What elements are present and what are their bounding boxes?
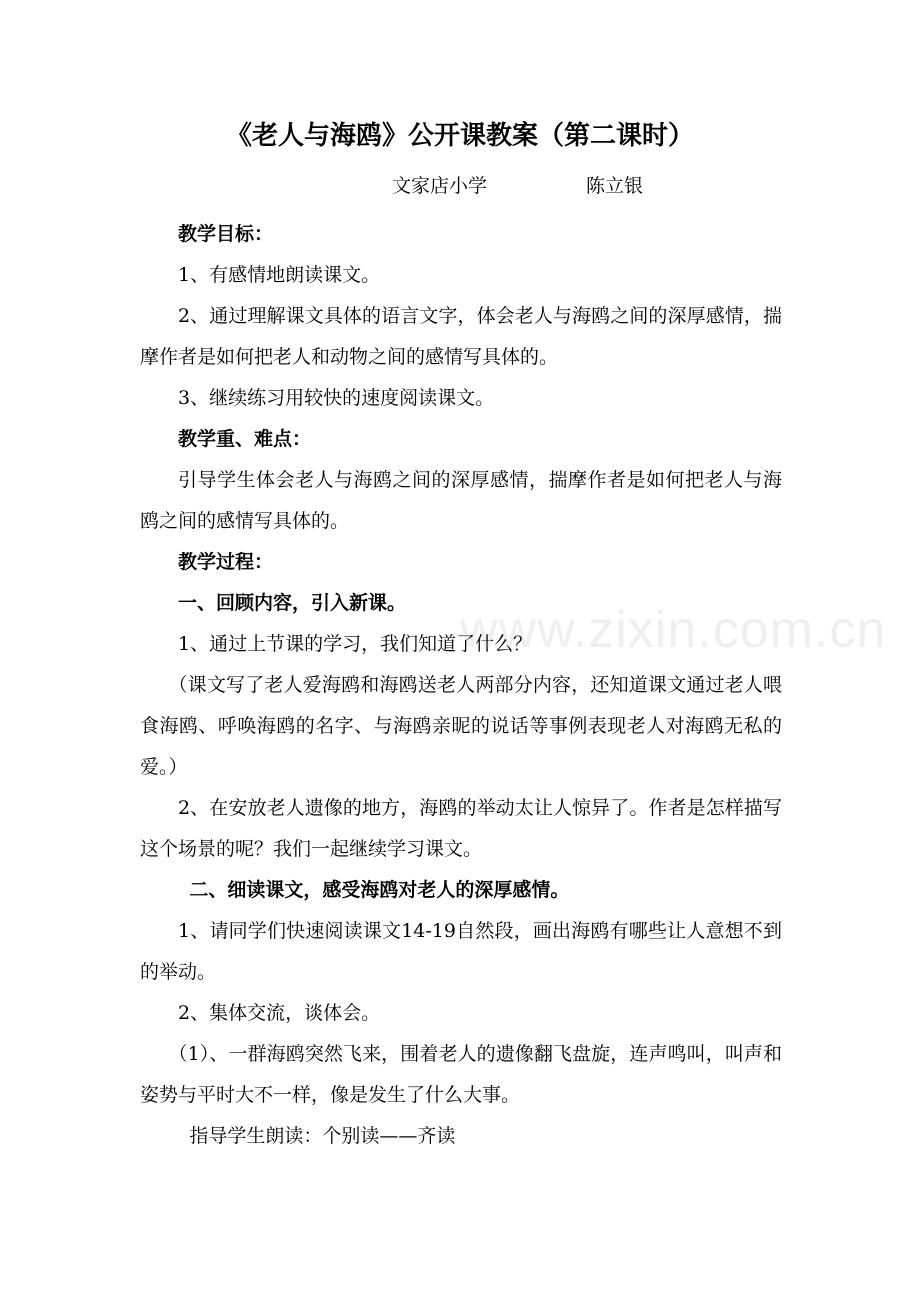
section-heading: 一、回顾内容，引入新课。 — [178, 592, 407, 614]
body-paragraph: 1、请同学们快速阅读课文14-19自然段，画出海鸥有哪些让人意想不到的举动。 — [140, 920, 782, 983]
body-paragraph: 引导学生体会老人与海鸥之间的深厚感情，揣摩作者是如何把老人与海鸥之间的感情写具体的。 — [140, 469, 782, 532]
body-paragraph: （课文写了老人爱海鸥和海鸥送老人两部分内容，还知道课文通过老人喂食海鸥、呼唤海鸥的名字、与海鸥亲昵的说话等事例表现老人对海鸥无私的爱。） — [140, 674, 782, 778]
school-name: 文家店小学 — [392, 175, 488, 197]
body-paragraph: 指导学生朗读：个别读——齐读 — [189, 1125, 456, 1147]
document-body — [140, 214, 782, 1157]
section-heading: 教学重、难点： — [178, 428, 312, 450]
section-heading: 二、细读课文，感受海鸥对老人的深厚感情。 — [189, 879, 570, 901]
section-heading: 教学目标： — [178, 223, 274, 245]
body-paragraph: 1、通过上节课的学习，我们知道了什么？ — [178, 633, 533, 655]
watermark: www.zixin.com.cn — [460, 601, 887, 659]
document-title: 《老人与海鸥》公开课教案（第二课时） — [225, 121, 694, 151]
body-paragraph: （1）、一群海鸥突然飞来，围着老人的遗像翻飞盘旋，连声鸣叫，叫声和姿势与平时大不一样，像是发生了什么大事。 — [140, 1043, 782, 1106]
body-paragraph: 2、通过理解课文具体的语言文字，体会老人与海鸥之间的深厚感情，揣摩作者是如何把老人和动物之间的感情写具体的。 — [140, 305, 782, 368]
byline — [0, 170, 920, 202]
body-paragraph: 1、有感情地朗读课文。 — [178, 264, 381, 286]
body-paragraph: 2、集体交流，谈体会。 — [178, 1002, 381, 1024]
body-paragraph: 2、在安放老人遗像的地方，海鸥的举动太让人惊异了。作者是怎样描写这个场景的呢？我们一起继续学习课文。 — [140, 797, 782, 860]
author-name: 陈立银 — [586, 175, 644, 197]
body-paragraph: 3、继续练习用较快的速度阅读课文。 — [178, 387, 495, 409]
section-heading: 教学过程： — [178, 551, 274, 573]
